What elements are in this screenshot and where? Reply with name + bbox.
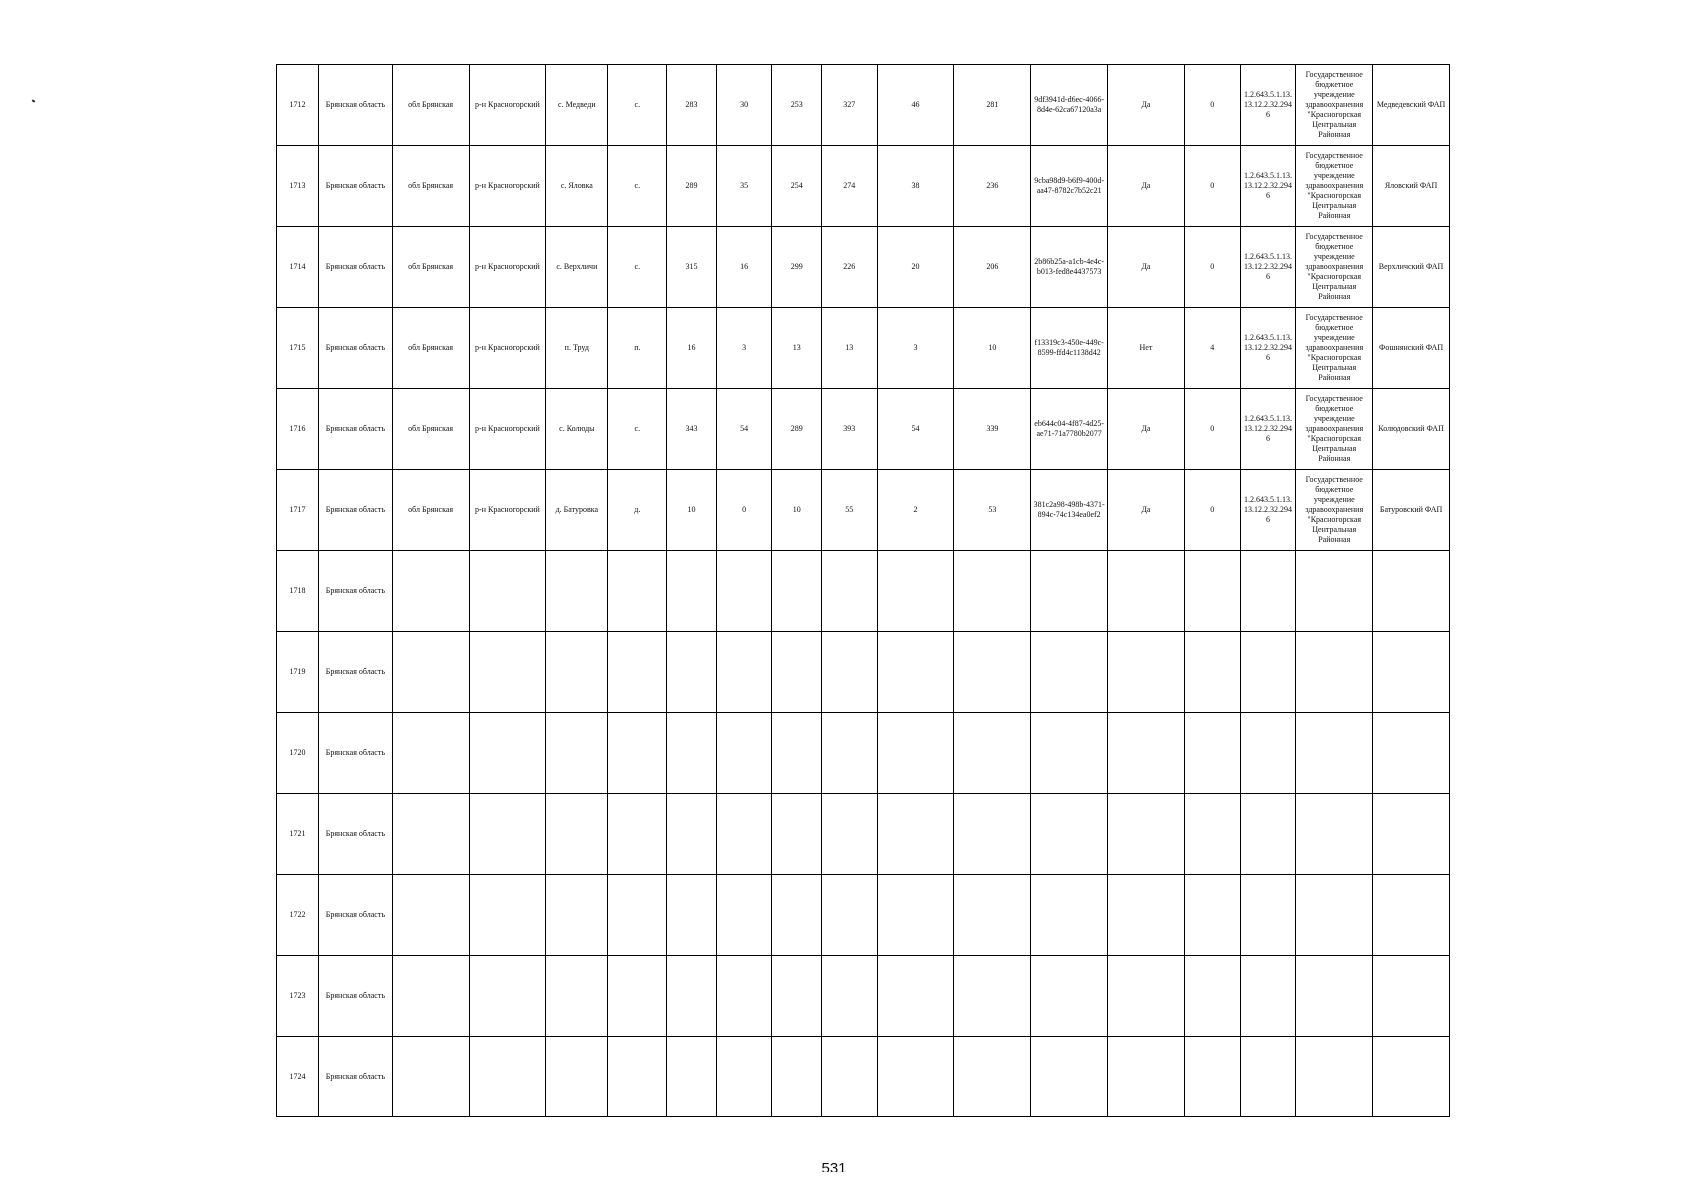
organization-text xyxy=(1298,552,1370,631)
settlement-type-cell: с. xyxy=(608,65,667,146)
region-cell: Брянская область xyxy=(319,551,393,632)
value-cell-2 xyxy=(716,794,772,875)
settlement-type-cell: с. xyxy=(608,389,667,470)
value-cell-6 xyxy=(954,632,1031,713)
region-cell: Брянская область xyxy=(319,146,393,227)
flag-cell xyxy=(1108,956,1185,1037)
value-cell-5: 38 xyxy=(877,146,954,227)
settlement-cell: с. Яловка xyxy=(546,146,608,227)
oblast-cell xyxy=(392,956,469,1037)
organization-cell xyxy=(1296,1037,1373,1117)
fap-name-cell xyxy=(1373,551,1450,632)
value-cell-2: 30 xyxy=(716,65,772,146)
value-cell-2 xyxy=(716,632,772,713)
count-cell xyxy=(1184,632,1240,713)
value-cell-1 xyxy=(667,956,716,1037)
settlement-type-cell xyxy=(608,551,667,632)
row-number-cell: 1715 xyxy=(277,308,319,389)
row-number-cell: 1722 xyxy=(277,875,319,956)
settlement-cell xyxy=(546,632,608,713)
table-row xyxy=(277,1037,1450,1117)
organization-cell xyxy=(1296,794,1373,875)
oblast-cell xyxy=(392,1037,469,1117)
district-cell xyxy=(469,875,546,956)
table-row xyxy=(277,470,1450,551)
district-cell xyxy=(469,794,546,875)
region-cell: Брянская область xyxy=(319,227,393,308)
row-number-cell: 1716 xyxy=(277,389,319,470)
count-cell: 4 xyxy=(1184,308,1240,389)
organization-cell xyxy=(1296,308,1373,389)
organization-cell xyxy=(1296,389,1373,470)
page-number: 531 xyxy=(821,1160,847,1172)
table-row xyxy=(277,713,1450,794)
value-cell-3: 254 xyxy=(772,146,821,227)
oid-cell: 1.2.643.5.1.13.13.12.2.32.2946 xyxy=(1240,227,1296,308)
value-cell-3: 299 xyxy=(772,227,821,308)
settlement-cell xyxy=(546,956,608,1037)
value-cell-2: 16 xyxy=(716,227,772,308)
value-cell-4: 55 xyxy=(821,470,877,551)
region-cell: Брянская область xyxy=(319,956,393,1037)
table-row xyxy=(277,632,1450,713)
organization-text xyxy=(1298,714,1370,793)
row-number-cell: 1714 xyxy=(277,227,319,308)
guid-cell: f13319c3-450e-449c-8599-ffd4c1138d42 xyxy=(1031,308,1108,389)
value-cell-4: 327 xyxy=(821,65,877,146)
value-cell-3 xyxy=(772,794,821,875)
guid-cell: 9df3941d-d6ec-4066-8d4e-62ca67120a3a xyxy=(1031,65,1108,146)
organization-text xyxy=(1298,1037,1370,1116)
value-cell-1 xyxy=(667,875,716,956)
value-cell-1 xyxy=(667,1037,716,1117)
fap-name-cell: Фошнянский ФАП xyxy=(1373,308,1450,389)
flag-cell xyxy=(1108,713,1185,794)
fap-name-cell xyxy=(1373,713,1450,794)
oid-cell xyxy=(1240,632,1296,713)
district-cell xyxy=(469,632,546,713)
settlement-type-cell xyxy=(608,713,667,794)
region-cell: Брянская область xyxy=(319,65,393,146)
value-cell-1: 10 xyxy=(667,470,716,551)
count-cell: 0 xyxy=(1184,227,1240,308)
district-cell: р-н Красногорский xyxy=(469,308,546,389)
flag-cell: Да xyxy=(1108,146,1185,227)
value-cell-5 xyxy=(877,551,954,632)
guid-cell xyxy=(1031,551,1108,632)
district-cell xyxy=(469,956,546,1037)
guid-cell xyxy=(1031,713,1108,794)
flag-cell xyxy=(1108,875,1185,956)
organization-cell xyxy=(1296,713,1373,794)
organization-text: Государственное бюджетное учреждение здравоохранения "Красногорская Центральная Районная xyxy=(1305,151,1364,220)
value-cell-5: 46 xyxy=(877,65,954,146)
value-cell-4 xyxy=(821,875,877,956)
settlement-cell: с. Медведи xyxy=(546,65,608,146)
flag-cell: Да xyxy=(1108,65,1185,146)
region-cell: Брянская область xyxy=(319,713,393,794)
value-cell-4 xyxy=(821,1037,877,1117)
value-cell-1: 343 xyxy=(667,389,716,470)
count-cell xyxy=(1184,794,1240,875)
value-cell-3 xyxy=(772,956,821,1037)
value-cell-4 xyxy=(821,956,877,1037)
oid-cell: 1.2.643.5.1.13.13.12.2.32.2946 xyxy=(1240,389,1296,470)
fap-name-cell xyxy=(1373,632,1450,713)
flag-cell: Да xyxy=(1108,470,1185,551)
district-cell: р-н Красногорский xyxy=(469,146,546,227)
district-cell xyxy=(469,713,546,794)
district-cell xyxy=(469,551,546,632)
organization-text xyxy=(1298,795,1370,874)
settlement-cell: с. Верхличи xyxy=(546,227,608,308)
value-cell-6: 339 xyxy=(954,389,1031,470)
region-cell: Брянская область xyxy=(319,1037,393,1117)
count-cell: 0 xyxy=(1184,389,1240,470)
value-cell-6: 236 xyxy=(954,146,1031,227)
flag-cell: Да xyxy=(1108,227,1185,308)
count-cell: 0 xyxy=(1184,470,1240,551)
value-cell-3 xyxy=(772,713,821,794)
oblast-cell xyxy=(392,794,469,875)
district-cell: р-н Красногорский xyxy=(469,227,546,308)
table-row xyxy=(277,389,1450,470)
settlement-type-cell: п. xyxy=(608,308,667,389)
oid-cell: 1.2.643.5.1.13.13.12.2.32.2946 xyxy=(1240,65,1296,146)
region-cell: Брянская область xyxy=(319,632,393,713)
value-cell-6 xyxy=(954,1037,1031,1117)
table-row xyxy=(277,956,1450,1037)
oblast-cell xyxy=(392,632,469,713)
oid-cell xyxy=(1240,1037,1296,1117)
value-cell-5 xyxy=(877,713,954,794)
value-cell-3 xyxy=(772,551,821,632)
registry-table-body xyxy=(277,65,1450,1117)
value-cell-6 xyxy=(954,713,1031,794)
value-cell-3: 10 xyxy=(772,470,821,551)
value-cell-1 xyxy=(667,632,716,713)
oblast-cell xyxy=(392,875,469,956)
settlement-cell xyxy=(546,713,608,794)
count-cell xyxy=(1184,551,1240,632)
organization-text: Государственное бюджетное учреждение здравоохранения "Красногорская Центральная Районная xyxy=(1305,313,1364,382)
count-cell xyxy=(1184,1037,1240,1117)
oid-cell: 1.2.643.5.1.13.13.12.2.32.2946 xyxy=(1240,470,1296,551)
value-cell-5 xyxy=(877,632,954,713)
guid-cell: 2b86b25a-a1cb-4e4c-b013-fed8e4437573 xyxy=(1031,227,1108,308)
oid-cell xyxy=(1240,794,1296,875)
settlement-cell xyxy=(546,551,608,632)
fap-name-cell: Верхличский ФАП xyxy=(1373,227,1450,308)
settlement-cell: с. Колюды xyxy=(546,389,608,470)
table-row xyxy=(277,65,1450,146)
flag-cell: Да xyxy=(1108,389,1185,470)
value-cell-5: 54 xyxy=(877,389,954,470)
oid-cell: 1.2.643.5.1.13.13.12.2.32.2946 xyxy=(1240,146,1296,227)
row-number-cell: 1723 xyxy=(277,956,319,1037)
settlement-type-cell xyxy=(608,956,667,1037)
value-cell-6 xyxy=(954,794,1031,875)
value-cell-6: 281 xyxy=(954,65,1031,146)
settlement-cell xyxy=(546,1037,608,1117)
table-row xyxy=(277,551,1450,632)
organization-text: Государственное бюджетное учреждение здравоохранения "Красногорская Центральная Районная xyxy=(1305,394,1364,463)
district-cell xyxy=(469,1037,546,1117)
fap-name-cell xyxy=(1373,794,1450,875)
value-cell-4 xyxy=(821,632,877,713)
organization-cell xyxy=(1296,470,1373,551)
organization-cell xyxy=(1296,632,1373,713)
value-cell-1 xyxy=(667,713,716,794)
registry-table xyxy=(276,64,1450,1117)
table-row xyxy=(277,308,1450,389)
count-cell xyxy=(1184,956,1240,1037)
organization-text: Государственное бюджетное учреждение здравоохранения "Красногорская Центральная Районная xyxy=(1305,475,1364,544)
value-cell-4 xyxy=(821,713,877,794)
row-number-cell: 1712 xyxy=(277,65,319,146)
scan-speck xyxy=(32,99,36,102)
value-cell-5 xyxy=(877,875,954,956)
settlement-cell: п. Труд xyxy=(546,308,608,389)
value-cell-4: 13 xyxy=(821,308,877,389)
organization-cell xyxy=(1296,65,1373,146)
organization-text xyxy=(1298,957,1370,1036)
organization-cell xyxy=(1296,956,1373,1037)
flag-cell xyxy=(1108,632,1185,713)
oblast-cell: обл Брянская xyxy=(392,146,469,227)
organization-text xyxy=(1298,876,1370,955)
oid-cell xyxy=(1240,713,1296,794)
value-cell-2 xyxy=(716,1037,772,1117)
fap-name-cell: Медведевский ФАП xyxy=(1373,65,1450,146)
value-cell-2 xyxy=(716,956,772,1037)
row-number-cell: 1713 xyxy=(277,146,319,227)
oblast-cell: обл Брянская xyxy=(392,389,469,470)
district-cell: р-н Красногорский xyxy=(469,65,546,146)
value-cell-5: 2 xyxy=(877,470,954,551)
row-number-cell: 1718 xyxy=(277,551,319,632)
value-cell-3: 253 xyxy=(772,65,821,146)
organization-text: Государственное бюджетное учреждение здравоохранения "Красногорская Центральная Районная xyxy=(1305,70,1364,139)
oblast-cell xyxy=(392,713,469,794)
guid-cell: eb644c04-4f87-4d25-ae71-71a7780b2077 xyxy=(1031,389,1108,470)
table-row xyxy=(277,227,1450,308)
value-cell-1: 315 xyxy=(667,227,716,308)
value-cell-2: 35 xyxy=(716,146,772,227)
settlement-type-cell xyxy=(608,794,667,875)
organization-cell xyxy=(1296,551,1373,632)
district-cell: р-н Красногорский xyxy=(469,470,546,551)
table-row xyxy=(277,794,1450,875)
organization-cell xyxy=(1296,875,1373,956)
settlement-type-cell: с. xyxy=(608,227,667,308)
value-cell-4 xyxy=(821,551,877,632)
fap-name-cell: Батуровский ФАП xyxy=(1373,470,1450,551)
flag-cell xyxy=(1108,794,1185,875)
settlement-type-cell xyxy=(608,632,667,713)
guid-cell xyxy=(1031,1037,1108,1117)
fap-name-cell: Яловский ФАП xyxy=(1373,146,1450,227)
table-row xyxy=(277,875,1450,956)
guid-cell xyxy=(1031,794,1108,875)
guid-cell: 9cba98d9-b6f9-400d-aa47-8782c7b52c21 xyxy=(1031,146,1108,227)
count-cell xyxy=(1184,875,1240,956)
settlement-type-cell xyxy=(608,1037,667,1117)
value-cell-3: 13 xyxy=(772,308,821,389)
flag-cell xyxy=(1108,551,1185,632)
value-cell-2: 3 xyxy=(716,308,772,389)
value-cell-4: 274 xyxy=(821,146,877,227)
settlement-type-cell xyxy=(608,875,667,956)
region-cell: Брянская область xyxy=(319,794,393,875)
value-cell-2: 54 xyxy=(716,389,772,470)
oblast-cell xyxy=(392,551,469,632)
fap-name-cell xyxy=(1373,875,1450,956)
value-cell-1: 289 xyxy=(667,146,716,227)
oid-cell xyxy=(1240,875,1296,956)
oblast-cell: обл Брянская xyxy=(392,308,469,389)
value-cell-2 xyxy=(716,713,772,794)
settlement-cell xyxy=(546,875,608,956)
count-cell xyxy=(1184,713,1240,794)
value-cell-2 xyxy=(716,875,772,956)
oid-cell: 1.2.643.5.1.13.13.12.2.32.2946 xyxy=(1240,308,1296,389)
row-number-cell: 1720 xyxy=(277,713,319,794)
flag-cell xyxy=(1108,1037,1185,1117)
region-cell: Брянская область xyxy=(319,389,393,470)
value-cell-4 xyxy=(821,794,877,875)
count-cell: 0 xyxy=(1184,146,1240,227)
settlement-type-cell: с. xyxy=(608,146,667,227)
oblast-cell: обл Брянская xyxy=(392,470,469,551)
value-cell-3 xyxy=(772,1037,821,1117)
row-number-cell: 1719 xyxy=(277,632,319,713)
row-number-cell: 1721 xyxy=(277,794,319,875)
oblast-cell: обл Брянская xyxy=(392,227,469,308)
fap-name-cell xyxy=(1373,1037,1450,1117)
flag-cell: Нет xyxy=(1108,308,1185,389)
value-cell-6 xyxy=(954,551,1031,632)
settlement-cell: д. Батуровка xyxy=(546,470,608,551)
organization-text xyxy=(1298,633,1370,712)
guid-cell xyxy=(1031,632,1108,713)
settlement-type-cell: д. xyxy=(608,470,667,551)
value-cell-3 xyxy=(772,632,821,713)
fap-name-cell: Колюдовский ФАП xyxy=(1373,389,1450,470)
row-number-cell: 1717 xyxy=(277,470,319,551)
table-row xyxy=(277,146,1450,227)
value-cell-3: 289 xyxy=(772,389,821,470)
oblast-cell: обл Брянская xyxy=(392,65,469,146)
organization-cell xyxy=(1296,146,1373,227)
organization-text: Государственное бюджетное учреждение здравоохранения "Красногорская Центральная Районная xyxy=(1305,232,1364,301)
fap-name-cell xyxy=(1373,956,1450,1037)
region-cell: Брянская область xyxy=(319,308,393,389)
district-cell: р-н Красногорский xyxy=(469,389,546,470)
value-cell-1 xyxy=(667,551,716,632)
guid-cell xyxy=(1031,875,1108,956)
value-cell-5 xyxy=(877,794,954,875)
value-cell-1: 283 xyxy=(667,65,716,146)
value-cell-5 xyxy=(877,956,954,1037)
value-cell-5: 20 xyxy=(877,227,954,308)
value-cell-6: 206 xyxy=(954,227,1031,308)
settlement-cell xyxy=(546,794,608,875)
region-cell: Брянская область xyxy=(319,470,393,551)
value-cell-2: 0 xyxy=(716,470,772,551)
oid-cell xyxy=(1240,956,1296,1037)
oid-cell xyxy=(1240,551,1296,632)
value-cell-3 xyxy=(772,875,821,956)
value-cell-6 xyxy=(954,956,1031,1037)
organization-cell xyxy=(1296,227,1373,308)
value-cell-5: 3 xyxy=(877,308,954,389)
value-cell-1 xyxy=(667,794,716,875)
region-cell: Брянская область xyxy=(319,875,393,956)
count-cell: 0 xyxy=(1184,65,1240,146)
value-cell-6: 53 xyxy=(954,470,1031,551)
guid-cell: 381c2a98-498b-4371-894c-74c134ea0ef2 xyxy=(1031,470,1108,551)
value-cell-4: 393 xyxy=(821,389,877,470)
guid-cell xyxy=(1031,956,1108,1037)
value-cell-5 xyxy=(877,1037,954,1117)
value-cell-1: 16 xyxy=(667,308,716,389)
value-cell-6: 10 xyxy=(954,308,1031,389)
value-cell-2 xyxy=(716,551,772,632)
value-cell-6 xyxy=(954,875,1031,956)
row-number-cell: 1724 xyxy=(277,1037,319,1117)
value-cell-4: 226 xyxy=(821,227,877,308)
